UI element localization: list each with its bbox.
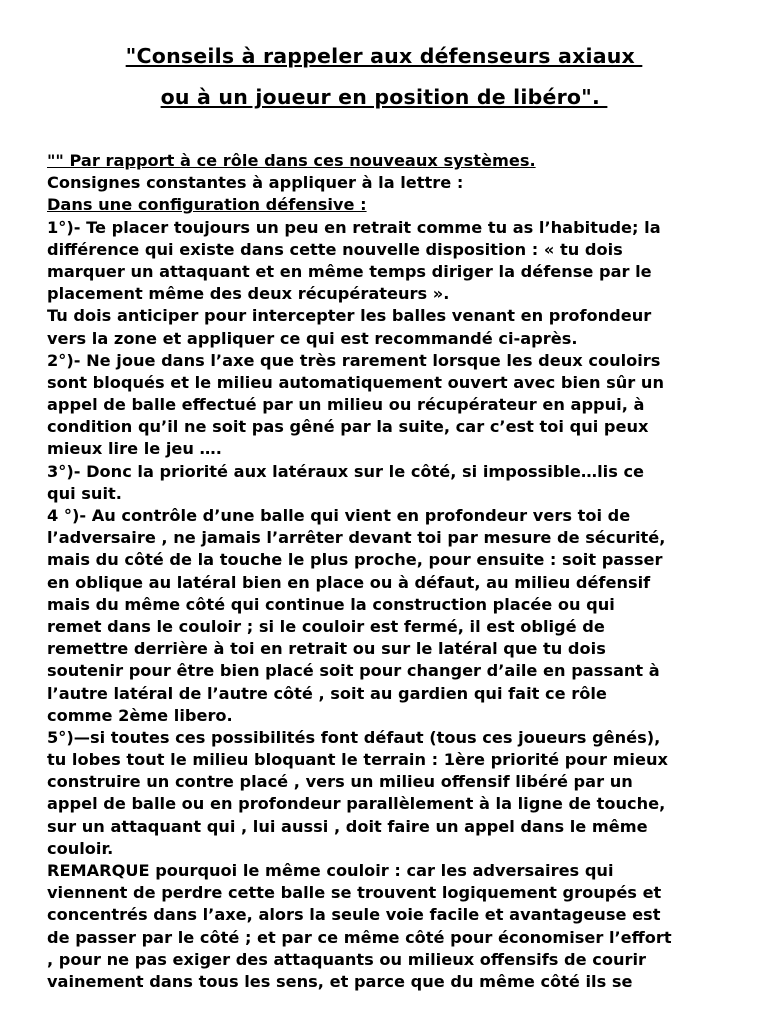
body-line: vainement dans tous les sens, et parce que du même côté ils se	[47, 971, 633, 991]
body-line: mais du même côté qui continue la construction placée ou qui	[47, 594, 615, 614]
body-line: viennent de perdre cette balle se trouvent logiquement groupés et	[47, 883, 662, 903]
body-line: l’autre latéral de l’autre côté , soit au gardien qui fait ce rôle	[47, 683, 607, 703]
body-line: tu lobes tout le milieu bloquant le terrain : 1ère priorité pour mieux	[47, 750, 668, 770]
body-line: remettre derrière à toi en retrait ou sur le latéral que tu dois	[47, 639, 606, 659]
body-line: différence qui existe dans cette nouvelle disposition : « tu dois	[47, 239, 623, 259]
body-line: , pour ne pas exiger des attaquants ou milieux offensifs de courir	[47, 949, 647, 969]
body-line: sur un attaquant qui , lui aussi , doit faire un appel dans le même	[47, 816, 648, 836]
body-line: remet dans le couloir ; si le couloir est fermé, il est obligé de	[47, 616, 605, 636]
body-line: Consignes constantes à appliquer à la lettre :	[47, 173, 464, 193]
body-line: construire un contre placé , vers un milieu offensif libéré par un	[47, 772, 633, 792]
body-line: appel de balle effectué par un milieu ou récupérateur en appui, à	[47, 395, 645, 415]
body-line: 5°)—si toutes ces possibilités font défaut (tous ces joueurs gênés),	[47, 727, 661, 747]
body-line: mais du côté de la touche le plus proche, pour ensuite : soit passer	[47, 550, 663, 570]
body-line: qui suit.	[47, 483, 122, 503]
body-line: 2°)- Ne joue dans l’axe que très rarement lorsque les deux couloirs	[47, 350, 661, 370]
body-line: couloir.	[47, 838, 114, 858]
body-line: condition qu’il ne soit pas gêné par la suite, car c’est toi qui peux	[47, 417, 649, 437]
body-line: concentrés dans l’axe, alors la seule voie facile et avantageuse est	[47, 905, 661, 925]
body-line: mieux lire le jeu ….	[47, 439, 222, 459]
body-line: soutenir pour être bien placé soit pour changer d’aile en passant à	[47, 661, 660, 681]
body-line: vers la zone et appliquer ce qui est recommandé ci-après.	[47, 328, 578, 348]
body-line: 1°)- Te placer toujours un peu en retrait comme tu as l’habitude; la	[47, 217, 661, 237]
body-line: de passer par le côté ; et par ce même côté pour économiser l’effort	[47, 927, 672, 947]
document-title-line-2: ou à un joueur en position de libéro".	[160, 85, 608, 109]
body-line: 3°)- Donc la priorité aux latéraux sur le côté, si impossible…lis ce	[47, 461, 645, 481]
document-title-line-1: "Conseils à rappeler aux défenseurs axiaux	[125, 44, 643, 68]
body-line: en oblique au latéral bien en place ou à défaut, au milieu défensif	[47, 572, 651, 592]
document-body	[47, 150, 747, 993]
body-line: placement même des deux récupérateurs ».	[47, 284, 450, 304]
body-line: REMARQUE pourquoi le même couloir : car les adversaires qui	[47, 861, 614, 880]
body-line: appel de balle ou en profondeur parallèlement à la ligne de touche,	[47, 794, 666, 814]
body-line: marquer un attaquant et en même temps diriger la défense par le	[47, 261, 652, 281]
body-line: sont bloqués et le milieu automatiquement ouvert avec bien sûr un	[47, 372, 664, 392]
body-line: l’adversaire , ne jamais l’arrêter devant toi par mesure de sécurité,	[47, 528, 666, 548]
body-line: Tu dois anticiper pour intercepter les balles venant en profondeur	[47, 306, 652, 326]
body-line: Dans une configuration défensive :	[47, 195, 367, 215]
body-line: "" Par rapport à ce rôle dans ces nouveaux systèmes.	[47, 151, 536, 170]
body-line: 4 °)- Au contrôle d’une balle qui vient en profondeur vers toi de	[47, 506, 631, 525]
body-line: comme 2ème libero.	[47, 705, 233, 725]
